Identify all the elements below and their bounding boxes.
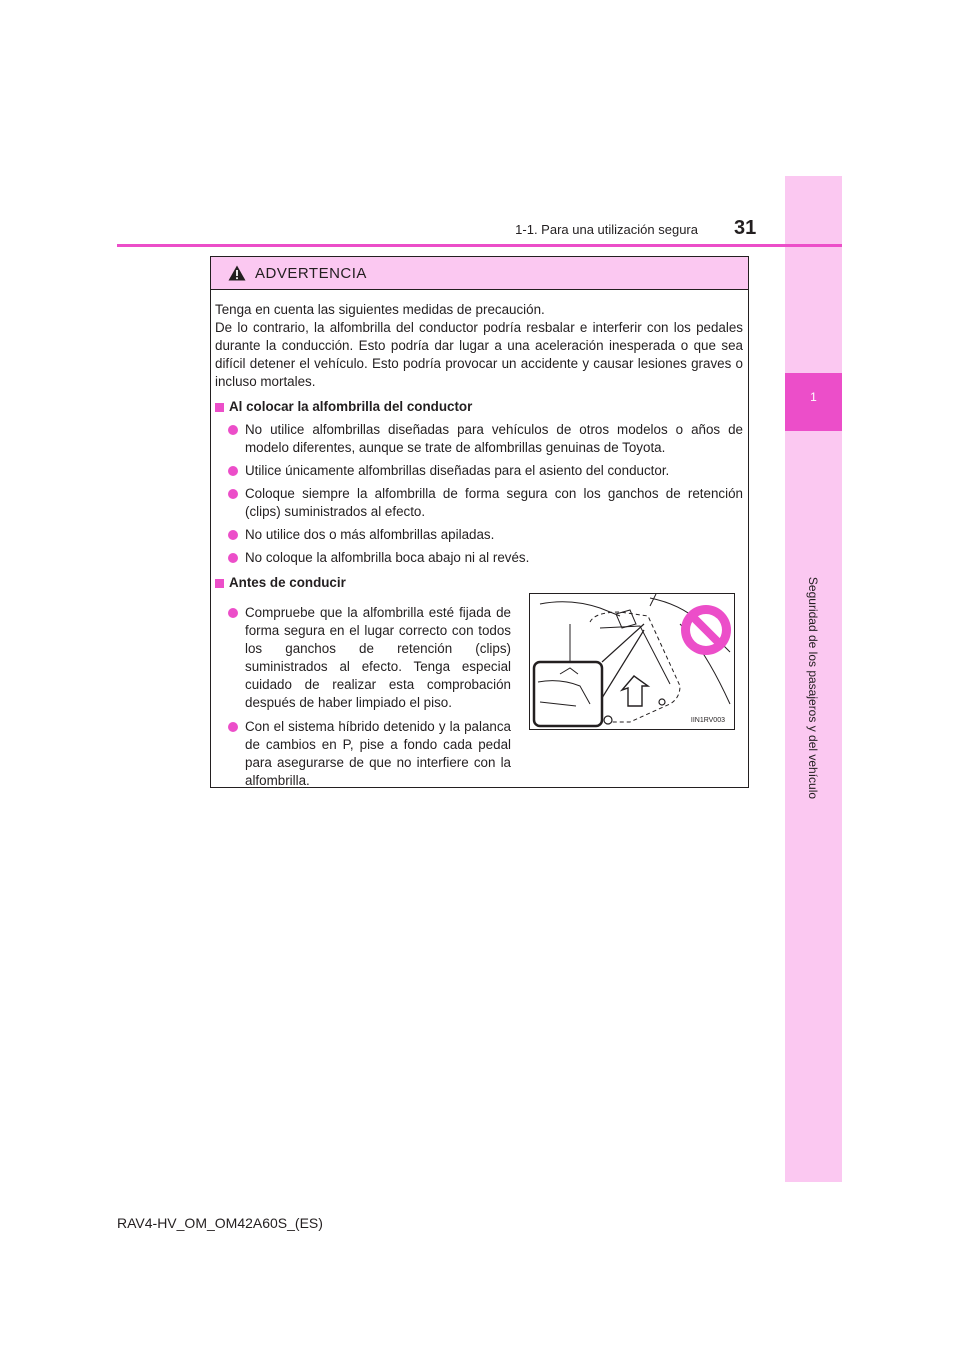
round-bullet-icon xyxy=(228,553,238,563)
round-bullet-icon xyxy=(228,530,238,540)
intro-line-1: Tenga en cuenta las siguientes medidas de precaución. xyxy=(215,302,545,317)
list-item xyxy=(215,718,511,790)
square-bullet-icon xyxy=(215,579,224,588)
list-item-text: Con el sistema híbrido detenido y la palanca de cambios en P, pise a fondo cada pedal para asegurarse de que no interfiere con la alfombrilla. xyxy=(245,719,511,788)
list-item-text: No coloque la alfombrilla boca abajo ni al revés. xyxy=(245,550,530,565)
section-heading-text: Antes de conducir xyxy=(229,575,346,590)
list-item xyxy=(215,549,743,567)
round-bullet-icon xyxy=(228,489,238,499)
list-item-text: Coloque siempre la alfombrilla de forma segura con los ganchos de retención (clips) suministrados al efecto. xyxy=(245,486,743,519)
warning-header xyxy=(211,257,748,290)
chapter-number: 1 xyxy=(810,390,817,404)
list-item-text: No utilice alfombrillas diseñadas para vehículos de otros modelos o años de modelo diferentes, aunque se trate de alfombrillas genuinas de Toyota. xyxy=(245,422,743,455)
header-divider xyxy=(117,244,842,247)
prohibition-sign-icon xyxy=(681,605,731,655)
before-driving-list xyxy=(215,598,511,790)
list-item xyxy=(215,485,743,521)
list-item-text: No utilice dos o más alfombrillas apiladas. xyxy=(245,527,495,542)
warning-triangle-icon xyxy=(228,265,246,281)
section-heading-placing-mat xyxy=(215,398,743,416)
page-number: 31 xyxy=(734,217,757,239)
floor-mat-drawing xyxy=(530,594,734,729)
section-heading-before-driving xyxy=(215,574,743,592)
warning-box xyxy=(210,256,749,788)
round-bullet-icon xyxy=(228,425,238,435)
round-bullet-icon xyxy=(228,466,238,476)
warning-title: ADVERTENCIA xyxy=(255,264,367,282)
list-item-text: Compruebe que la alfombrilla esté fijada de forma segura en el lugar correcto con todos los ganchos de retención (clips) suministrados al efecto. Tenga especial cuidado de realizar esta comprobación después de haber limpiado el piso. xyxy=(245,605,511,710)
list-item xyxy=(215,421,743,457)
list-item xyxy=(215,462,743,480)
list-item xyxy=(215,604,511,712)
list-item xyxy=(215,526,743,544)
figure-code: IIN1RV003 xyxy=(690,717,725,724)
list-item-text: Utilice únicamente alfombrillas diseñadas para el asiento del conductor. xyxy=(245,463,670,478)
document-code: RAV4-HV_OM_OM42A60S_(ES) xyxy=(117,1215,323,1231)
arrow-icon xyxy=(622,676,648,706)
intro-line-2: De lo contrario, la alfombrilla del conductor podría resbalar e interferir con los pedales durante la conducción. Esto podría dar lugar a una aceleración inesperada o que sea difícil detener el vehículo. Esto podría provocar un accidente y causar lesiones graves o incluso mortales. xyxy=(215,320,743,389)
square-bullet-icon xyxy=(215,403,224,412)
detail-callout xyxy=(534,624,644,726)
warning-intro xyxy=(215,301,743,391)
round-bullet-icon xyxy=(228,722,238,732)
floor-mat-illustration xyxy=(529,593,735,730)
section-title: 1-1. Para una utilización segura xyxy=(515,222,698,237)
round-bullet-icon xyxy=(228,608,238,618)
chapter-side-tab xyxy=(785,176,842,1182)
chapter-title: Seguridad de los pasajeros y del vehículo xyxy=(806,576,820,800)
section-heading-text: Al colocar la alfombrilla del conductor xyxy=(229,399,473,414)
